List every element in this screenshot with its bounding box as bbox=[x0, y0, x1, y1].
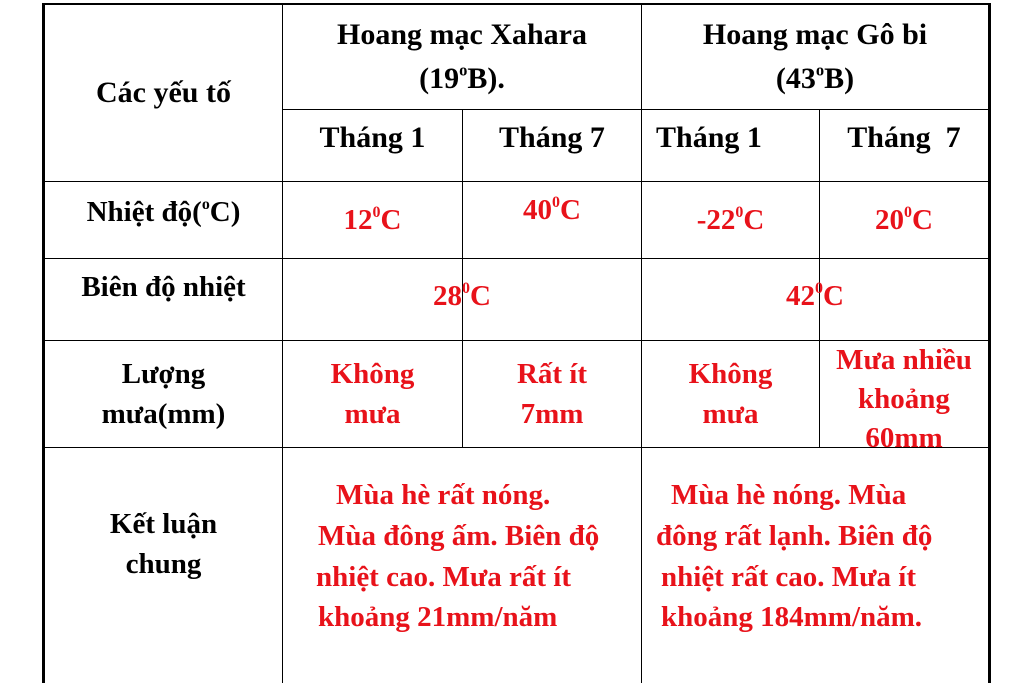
rainfall-sahara-jul: Rất ít 7mm bbox=[516, 358, 588, 430]
temperature-sahara-jul: $40^0C$ bbox=[523, 194, 581, 226]
temperature-gobi-jul: $20^0C$ bbox=[875, 204, 933, 236]
gobi-title: Hoang mạc Gô bi bbox=[702, 18, 928, 51]
month-header-gobi-jan: Tháng 1 bbox=[656, 121, 762, 154]
conclusion-label: Kết luận chung bbox=[109, 508, 218, 580]
conclusion-gobi-line4: khoảng 184mm/năm. bbox=[661, 601, 923, 633]
temperature-sahara-jan: $12^0C$ bbox=[343, 204, 402, 236]
conclusion-sahara-line2: Mùa đông ấm. Biên độ bbox=[318, 520, 600, 552]
temperature-gobi-jan: $-22^0C$ bbox=[696, 204, 765, 236]
rainfall-gobi-jan: Không mưa bbox=[688, 358, 773, 430]
conclusion-sahara-line4: khoảng 21mm/năm bbox=[318, 601, 558, 633]
sahara-latitude: (19$^o$B). bbox=[419, 60, 505, 95]
amplitude-sahara: $28^0C$ bbox=[433, 280, 491, 312]
sahara-title: Hoang mạc Xahara bbox=[337, 18, 587, 51]
conclusion-gobi-line2: đông rất lạnh. Biên độ bbox=[656, 520, 933, 552]
factors-header-text: Các yếu tố bbox=[96, 76, 231, 109]
conclusion-sahara-line1: Mùa hè rất nóng. bbox=[336, 479, 551, 511]
rainfall-sahara-jan: Không mưa bbox=[330, 358, 415, 430]
month-header-sahara-jan: Tháng 1 bbox=[319, 121, 426, 154]
amplitude-label: Biên độ nhiệt bbox=[81, 271, 246, 303]
temperature-label: Nhiệt độ($^o$C) bbox=[86, 196, 241, 228]
rainfall-gobi-jul: Mưa nhiều khoảng 60mm bbox=[836, 344, 972, 447]
month-header-gobi-jul: Tháng 7 bbox=[847, 121, 961, 154]
conclusion-gobi-line3: nhiệt rất cao. Mưa ít bbox=[661, 561, 916, 593]
conclusion-sahara-line3: nhiệt cao. Mưa rất ít bbox=[316, 561, 571, 593]
month-header-sahara-jul: Tháng 7 bbox=[499, 121, 605, 154]
gobi-latitude: (43$^o$B) bbox=[775, 60, 855, 95]
rainfall-label: Lượng mưa(mm) bbox=[101, 358, 226, 430]
conclusion-gobi-line1: Mùa hè nóng. Mùa bbox=[671, 479, 907, 511]
amplitude-gobi: $42^0C$ bbox=[786, 280, 844, 312]
